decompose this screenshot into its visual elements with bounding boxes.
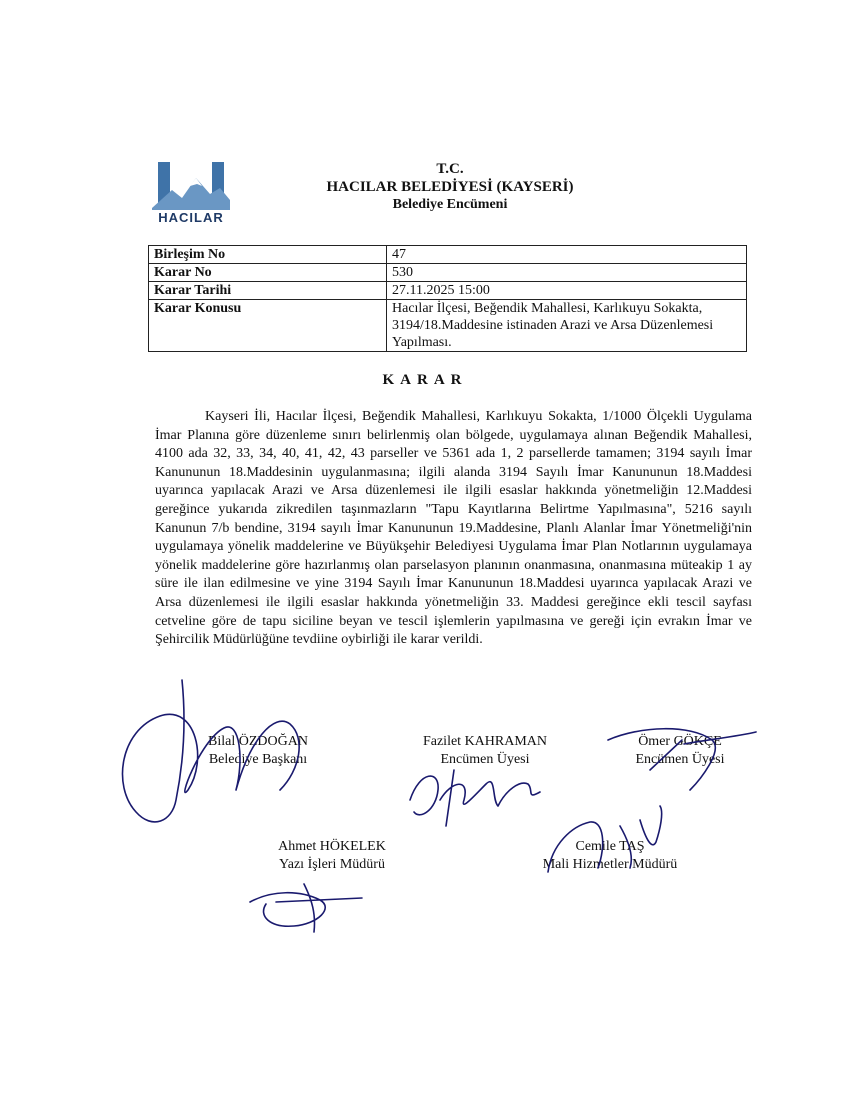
signatory-role: Belediye Başkanı [208, 752, 308, 767]
logo-text: HACILAR [158, 210, 224, 225]
info-value: Hacılar İlçesi, Beğendik Mahallesi, Karlıkuyu Sokakta, 3194/18.Maddesine istinaden Arazi ve Arsa Düzenlemesi Yapılması. [387, 300, 747, 352]
info-label: Birleşim No [149, 246, 387, 264]
info-value: 47 [387, 246, 747, 264]
mountain-logo-icon [152, 160, 230, 212]
signature-scribble [250, 884, 362, 932]
table-row [149, 264, 747, 282]
signature-scribble [410, 770, 540, 826]
signatory-finance [525, 838, 695, 874]
decision-text: Kayseri İli, Hacılar İlçesi, Beğendik Mahallesi, Karlıkuyu Sokakta, 1/1000 Ölçekli Uygulama İmar Planına göre düzenleme sınırı belirlenmiş olan bölgede, uygulamaya alınan Beğendik Mahallesi, 4100 ada 32, 33, 34, 40, 41, 42, 43 parseller ve 5361 ada 1, 2 parsellerde tamamen; 3194 sayılı İmar Kanununun 18.Maddesinin uygulanmasına; ilgili alanda 3194 Sayılı İmar Kanununun 18.Maddesi uyarınca yapılacak Arazi ve Arsa düzenlemesi ile ilgili esaslar hakkında yönetmeliğin 12.Maddesi gereğince yukarıda zikredilen taşınmazların "Tapu Kayıtlarına Belirtme Yapılmasına", 5216 sayılı Kanunun 7/b bendine, 3194 sayılı İmar Kanununun 19.Maddesine, Planlı Alanlar İmar Yönetmeliği'nin uygulamaya yönelik maddelerine ve Büyükşehir Belediyesi Uygulama İmar Plan Notlarının uygulamaya yönelik maddelerine göre hazırlanmış olan parselasyon planının onanmasına, onanmasına müteakip 1 ay süre ile ilan edilmesine ve yine 3194 Sayılı İmar Kanununun 18.Maddesi uyarınca yapılacak Arazi ve Arsa düzenlemesi ile ilgili esaslar hakkında yönetmeliğin 33. Maddesi gereğince ekli tescil sayfası cetveline göre de tapu siciline beyan ve tescil işlemlerin yapılmasına ve gereği için evrakın İmar ve Şehircilik Müdürlüğüne tevdiine oybirliği ile karar verildi. [155, 409, 752, 648]
signatory-name: Cemile TAŞ [575, 839, 645, 854]
document-header [300, 160, 600, 214]
header-municipality: HACILAR BELEDİYESİ (KAYSERİ) [326, 179, 574, 195]
signatory-role: Mali Hizmetler Müdürü [542, 857, 678, 872]
info-label: Karar Konusu [149, 300, 387, 352]
municipality-logo [152, 160, 230, 240]
signatory-role: Encümen Üyesi [635, 752, 725, 767]
header-tc: T.C. [436, 161, 464, 177]
header-council: Belediye Encümeni [392, 197, 508, 212]
info-value: 530 [387, 264, 747, 282]
signatory-role: Yazı İşleri Müdürü [279, 857, 385, 872]
decision-title: KARAR [382, 372, 468, 388]
signatory-role: Encümen Üyesi [440, 752, 530, 767]
table-row [149, 282, 747, 300]
info-value: 27.11.2025 15:00 [387, 282, 747, 300]
table-row [149, 246, 747, 264]
signatory-member-2 [620, 733, 740, 769]
signatory-name: Bilal ÖZDOĞAN [208, 734, 308, 749]
info-label: Karar Tarihi [149, 282, 387, 300]
info-label: Karar No [149, 264, 387, 282]
decision-info-table [148, 245, 747, 352]
signatory-name: Ömer GÖKÇE [638, 734, 722, 749]
signatory-name: Ahmet HÖKELEK [278, 839, 386, 854]
signatory-name: Fazilet KAHRAMAN [422, 734, 548, 749]
signatory-mayor [188, 733, 328, 769]
table-row [149, 300, 747, 352]
signatory-member-1 [405, 733, 565, 769]
signatory-clerk [262, 838, 402, 874]
